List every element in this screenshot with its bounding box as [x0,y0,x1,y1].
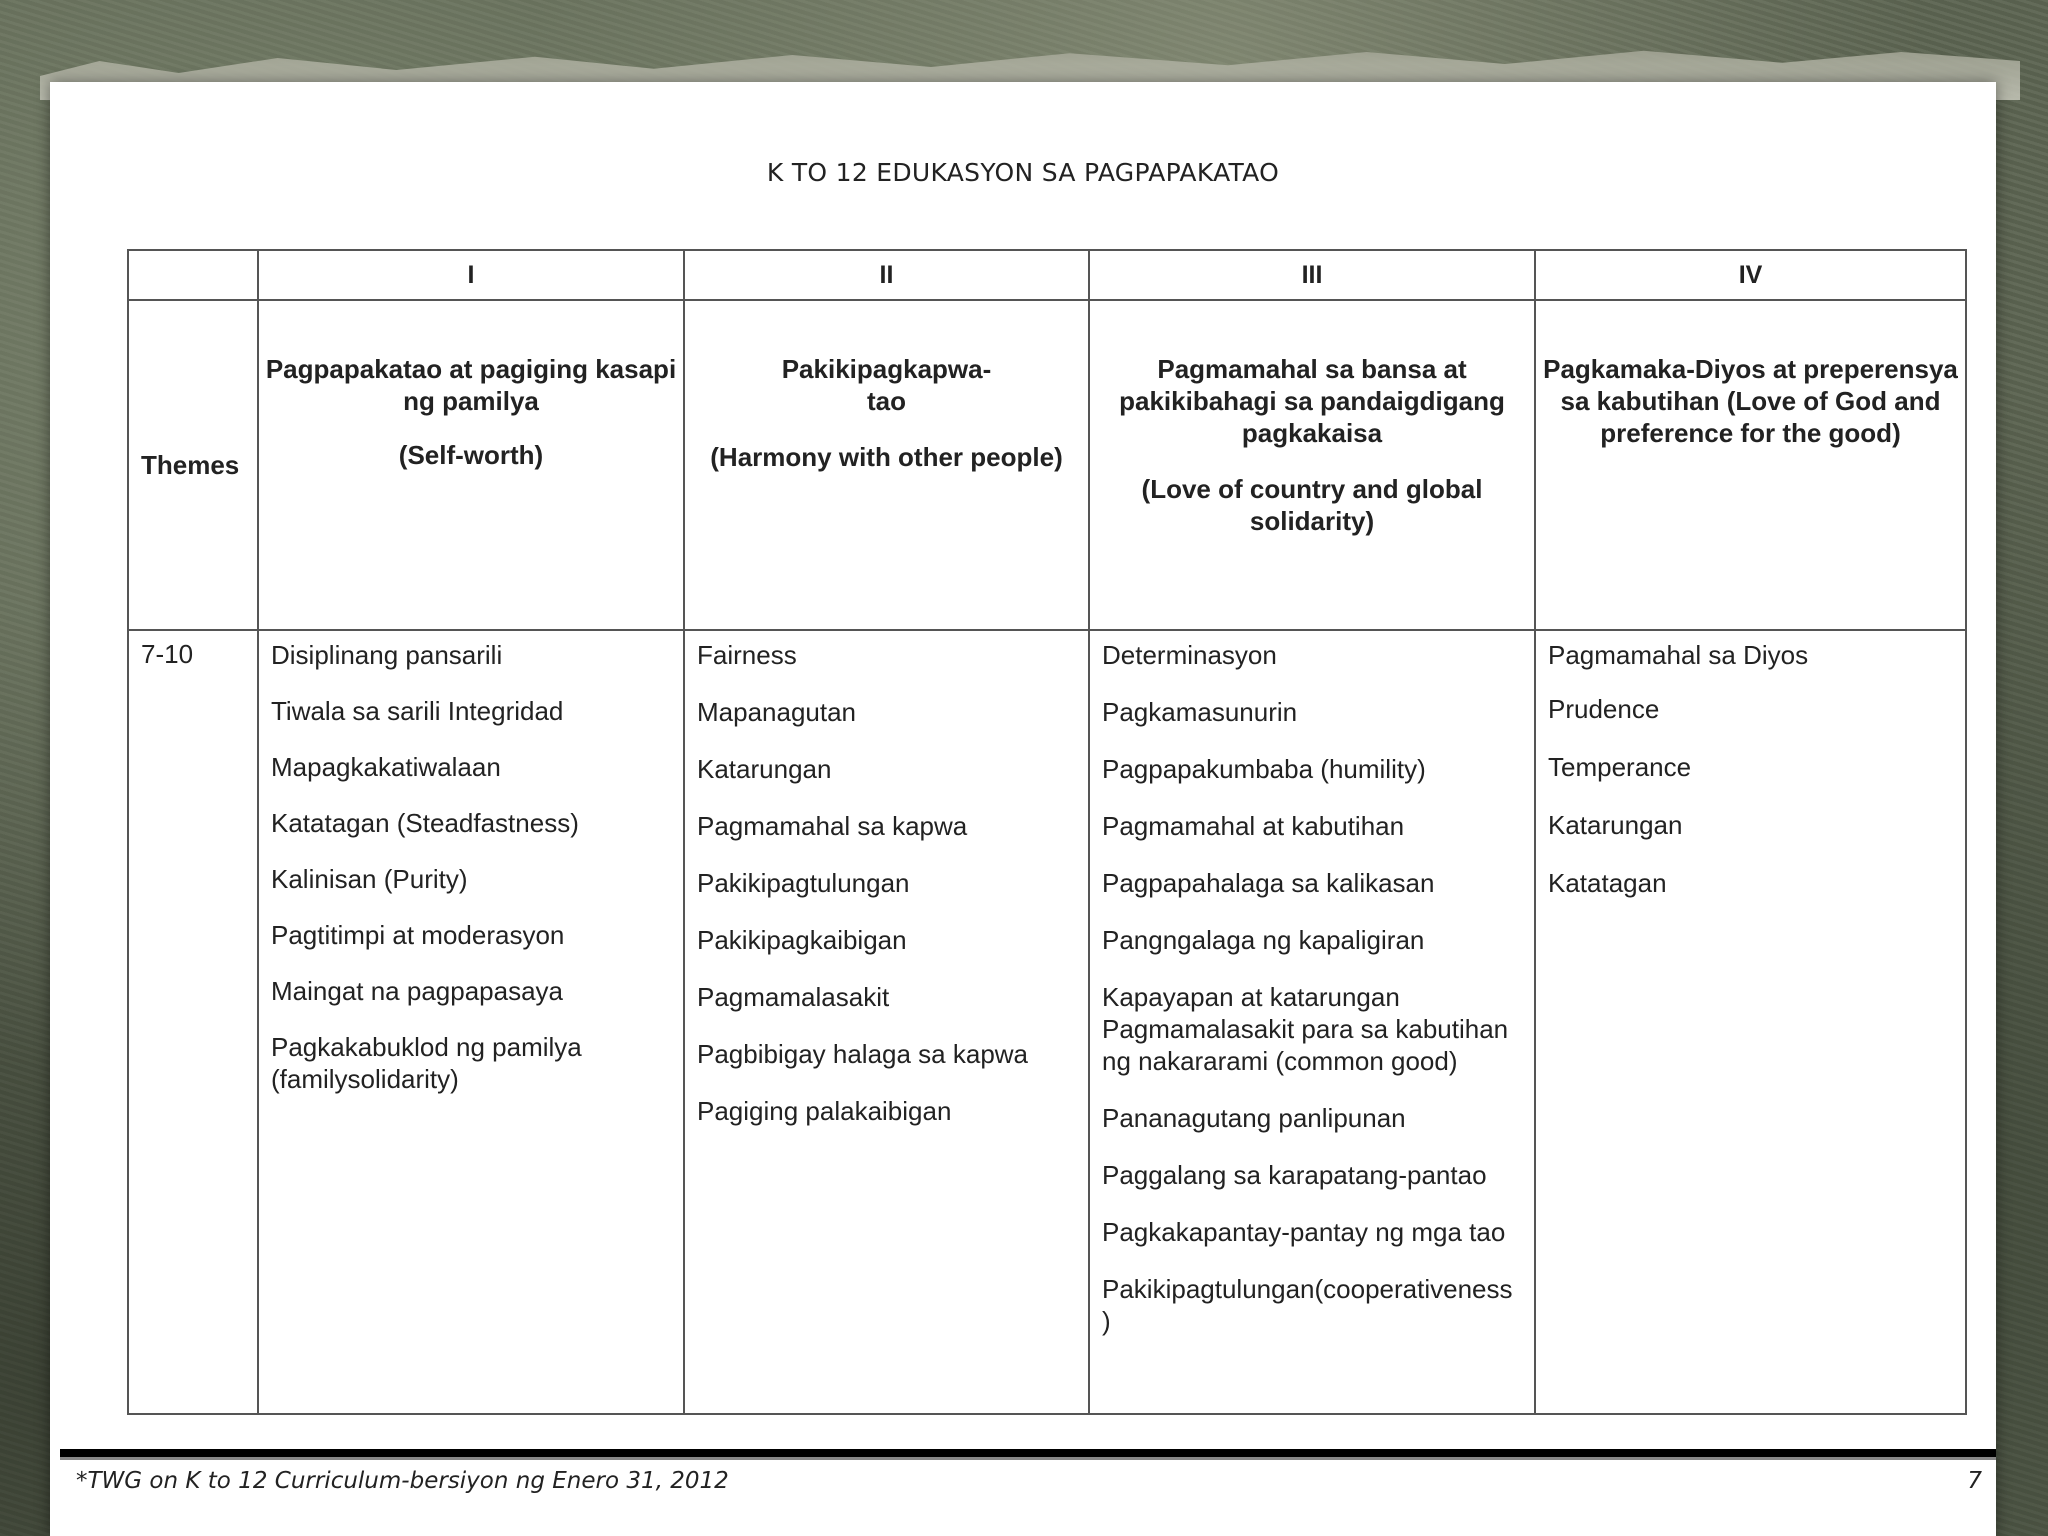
themes-label: Themes [128,300,258,630]
theme-title-1: Pagpapakatao at pagiging kasapi ng pamilya [265,354,677,416]
value-item: Pagkakapantay-pantay ng mga tao [1102,1217,1506,1247]
value-item: Temperance [1548,752,1692,782]
theme-title-3: Pagmamahal sa bansa at pakikibahagi sa pandaigdigang pagkakaisa [1119,354,1505,448]
value-item: Tiwala sa sarili Integridad [271,696,564,726]
value-item: Pagpapahalaga sa kalikasan [1102,868,1435,898]
values-list-2 [697,639,1076,1127]
theme-cell-4 [1535,300,1966,630]
value-item: Katatagan (Steadfastness) [271,808,579,838]
value-item: Mapagkakatiwalaan [271,752,501,782]
column-numeral-3: III [1089,250,1535,300]
values-list-3 [1102,639,1522,1337]
value-item: Pagpapakumbaba (humility) [1102,754,1426,784]
value-item: Pagkamasunurin [1102,697,1298,727]
value-item: Pakikipagtulungan [697,868,910,898]
value-item: Pananagutang panlipunan [1102,1103,1406,1133]
value-item: Katarungan [697,754,832,784]
value-item: Pagiging palakaibigan [697,1096,952,1126]
value-item: Pagkakabuklod ng pamilya (familysolidarity) [271,1032,582,1094]
value-item: Katarungan [1548,810,1683,840]
theme-title-2: Pakikipagkapwa- tao [781,354,992,416]
value-item: Pagmamahal at kabutihan [1102,811,1405,841]
value-item: Pagmamalasakit [697,982,890,1012]
value-item: Kalinisan (Purity) [271,864,468,894]
values-row [128,630,1966,1414]
theme-cell-1 [258,300,684,630]
values-list-4 [1548,639,1953,899]
value-item: Prudence [1548,694,1660,724]
value-item: Pakikipagkaibigan [697,925,907,955]
page-number: 7 [1967,1468,1982,1494]
value-item: Pagtitimpi at moderasyon [271,920,565,950]
value-item: Fairness [697,640,797,670]
column-numeral-2: II [684,250,1089,300]
column-numeral-1: I [258,250,684,300]
document-title: K TO 12 EDUKASYON SA PAGPAPAKATAO [766,158,1280,187]
value-item: Maingat na pagpapasaya [271,976,564,1006]
value-item: Katatagan [1548,868,1667,898]
theme-cell-2 [684,300,1089,630]
theme-subtitle-1: (Self-worth) [398,440,544,470]
theme-subtitle-3: (Love of country and global solidarity) [1141,474,1483,536]
theme-cell-3 [1089,300,1535,630]
value-item: Pagmamahal sa kapwa [697,811,968,841]
corner-cell [128,250,258,300]
value-item: Paggalang sa karapatang-pantao [1102,1160,1487,1190]
values-cell-3 [1089,630,1535,1414]
value-item: Pagbibigay halaga sa kapwa [697,1039,1029,1069]
value-item: Kapayapan at katarungan Pagmamalasakit para sa kabutihan ng nakararami (common good) [1102,982,1509,1076]
column-numeral-4: IV [1535,250,1966,300]
values-list-1 [271,639,671,1095]
value-item: Pangngalaga ng kapaligiran [1102,925,1425,955]
values-cell-1 [258,630,684,1414]
value-item: Pagmamahal sa Diyos [1548,640,1809,670]
value-item: Determinasyon [1102,640,1277,670]
footer-divider [60,1449,1996,1460]
grade-level: 7-10 [128,630,258,1414]
numeral-header-row [128,250,1966,300]
curriculum-table [127,249,1967,1415]
theme-subtitle-2: (Harmony with other people) [710,442,1063,472]
themes-row [128,300,1966,630]
values-cell-2 [684,630,1089,1414]
value-item: Disiplinang pansarili [271,640,503,670]
values-cell-4 [1535,630,1966,1414]
value-item: Pakikipagtulungan(cooperativeness ) [1102,1274,1513,1336]
slide-page [50,82,1996,1536]
value-item: Mapanagutan [697,697,857,727]
footer-note: *TWG on K to 12 Curriculum-bersiyon ng Enero 31, 2012 [76,1468,729,1494]
theme-title-4: Pagkamaka-Diyos at preperensya sa kabutihan (Love of God and preference for the good) [1543,354,1958,448]
